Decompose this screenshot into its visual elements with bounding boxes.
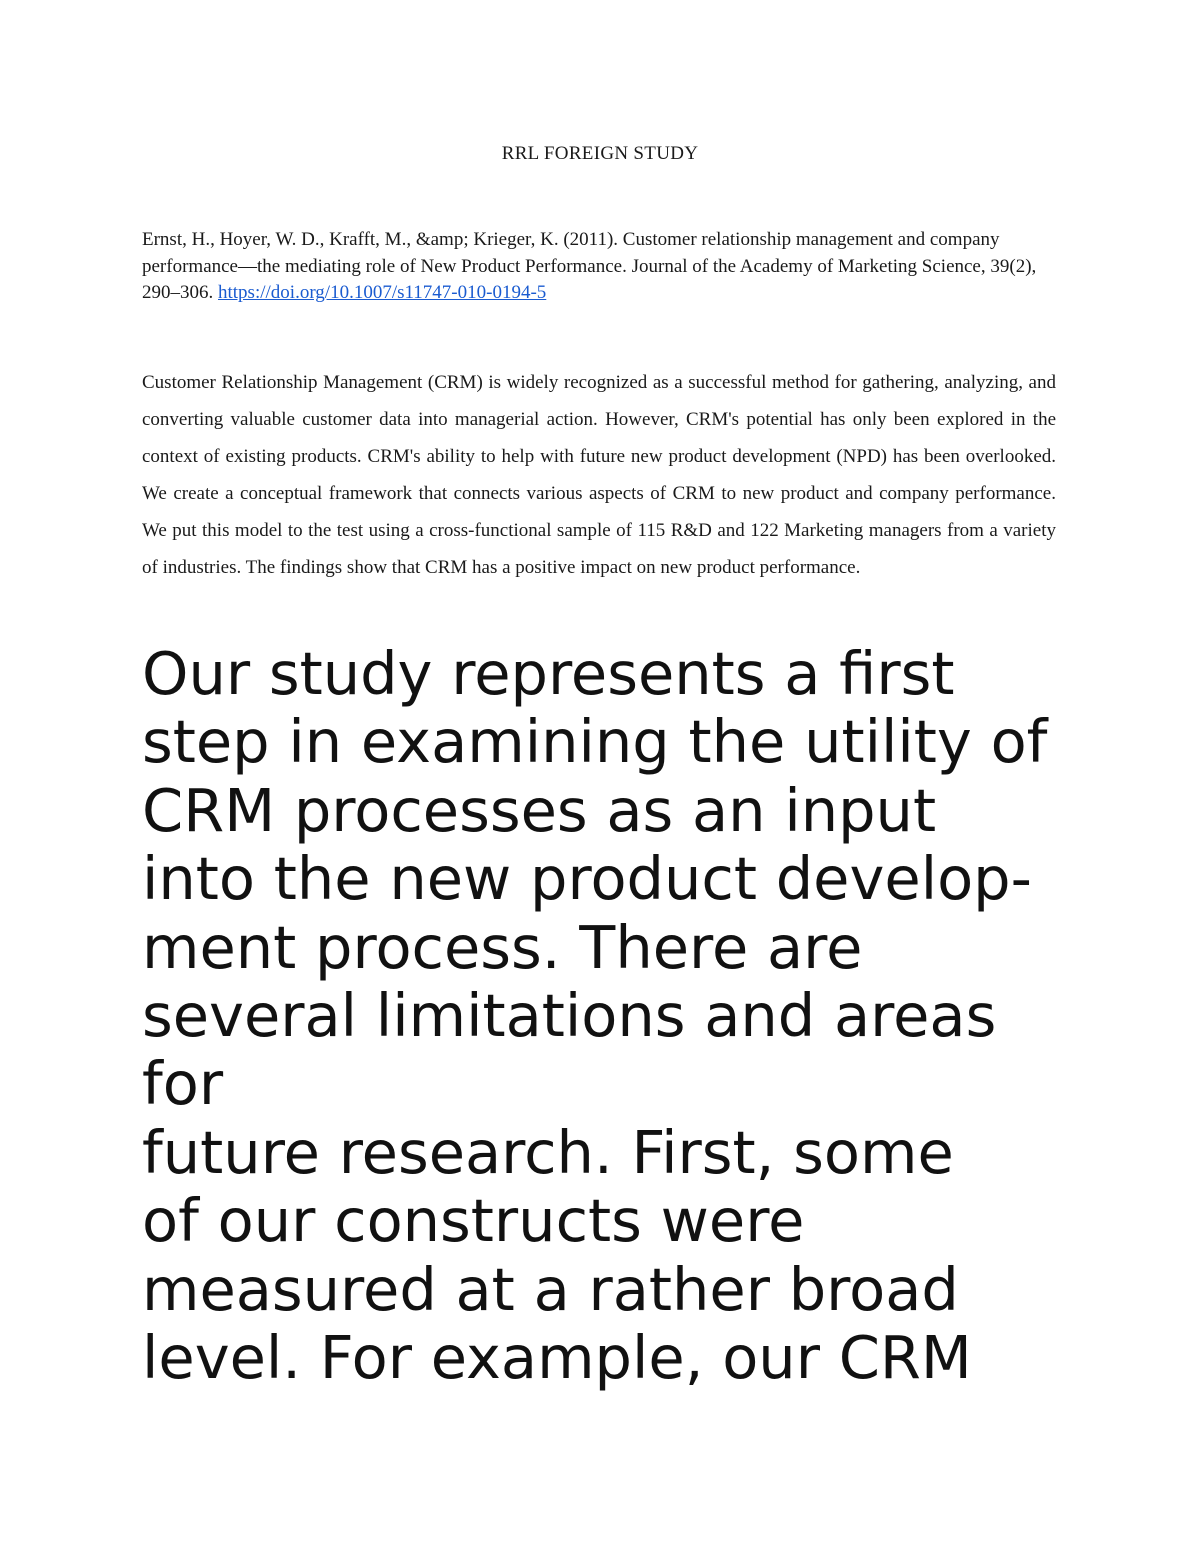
large-text-block xyxy=(142,640,1142,1392)
doi-link[interactable]: https://doi.org/10.1007/s11747-010-0194-5 xyxy=(218,282,547,303)
large-text-line: of our constructs were xyxy=(142,1186,805,1256)
large-text-line: into the new product develop- xyxy=(142,844,1032,914)
large-text-line: several limitations and areas xyxy=(142,981,997,1051)
large-text-line: for xyxy=(142,1049,224,1119)
abstract-paragraph: Customer Relationship Management (CRM) is widely recognized as a successful method for gathering, analyzing, and converting valuable customer data into managerial action. However, CRM's potential has only been explored in the context of existing products. CRM's ability to help with future new product development (NPD) has been overlooked. We create a conceptual framework that connects various aspects of CRM to new product and company performance. We put this model to the test using a cross-functional sample of 115 R&D and 122 Marketing managers from a variety of industries. The findings show that CRM has a positive impact on new product performance. xyxy=(142,372,1056,578)
large-text-line: ment process. There are xyxy=(142,912,863,982)
large-text-line: step in examining the utility of xyxy=(142,707,1048,777)
large-text-line: Our study represents a first xyxy=(142,639,955,708)
citation xyxy=(142,227,1058,307)
citation-text: Ernst, H., Hoyer, W. D., Krafft, M., &amp; Krieger, K. (2011). Customer relationship management and company performance—the mediating role of New Product Performance. Journal of the Academy of Marketing Science, 39(2), 290–306. xyxy=(142,229,1037,303)
large-text-line: CRM processes as an input xyxy=(142,775,937,845)
document-title: RRL FOREIGN STUDY xyxy=(501,143,699,164)
large-text-line: future research. First, some xyxy=(142,1117,954,1187)
large-text-line: measured at a rather broad xyxy=(142,1254,959,1324)
large-text-line: level. For example, our CRM xyxy=(142,1323,972,1393)
